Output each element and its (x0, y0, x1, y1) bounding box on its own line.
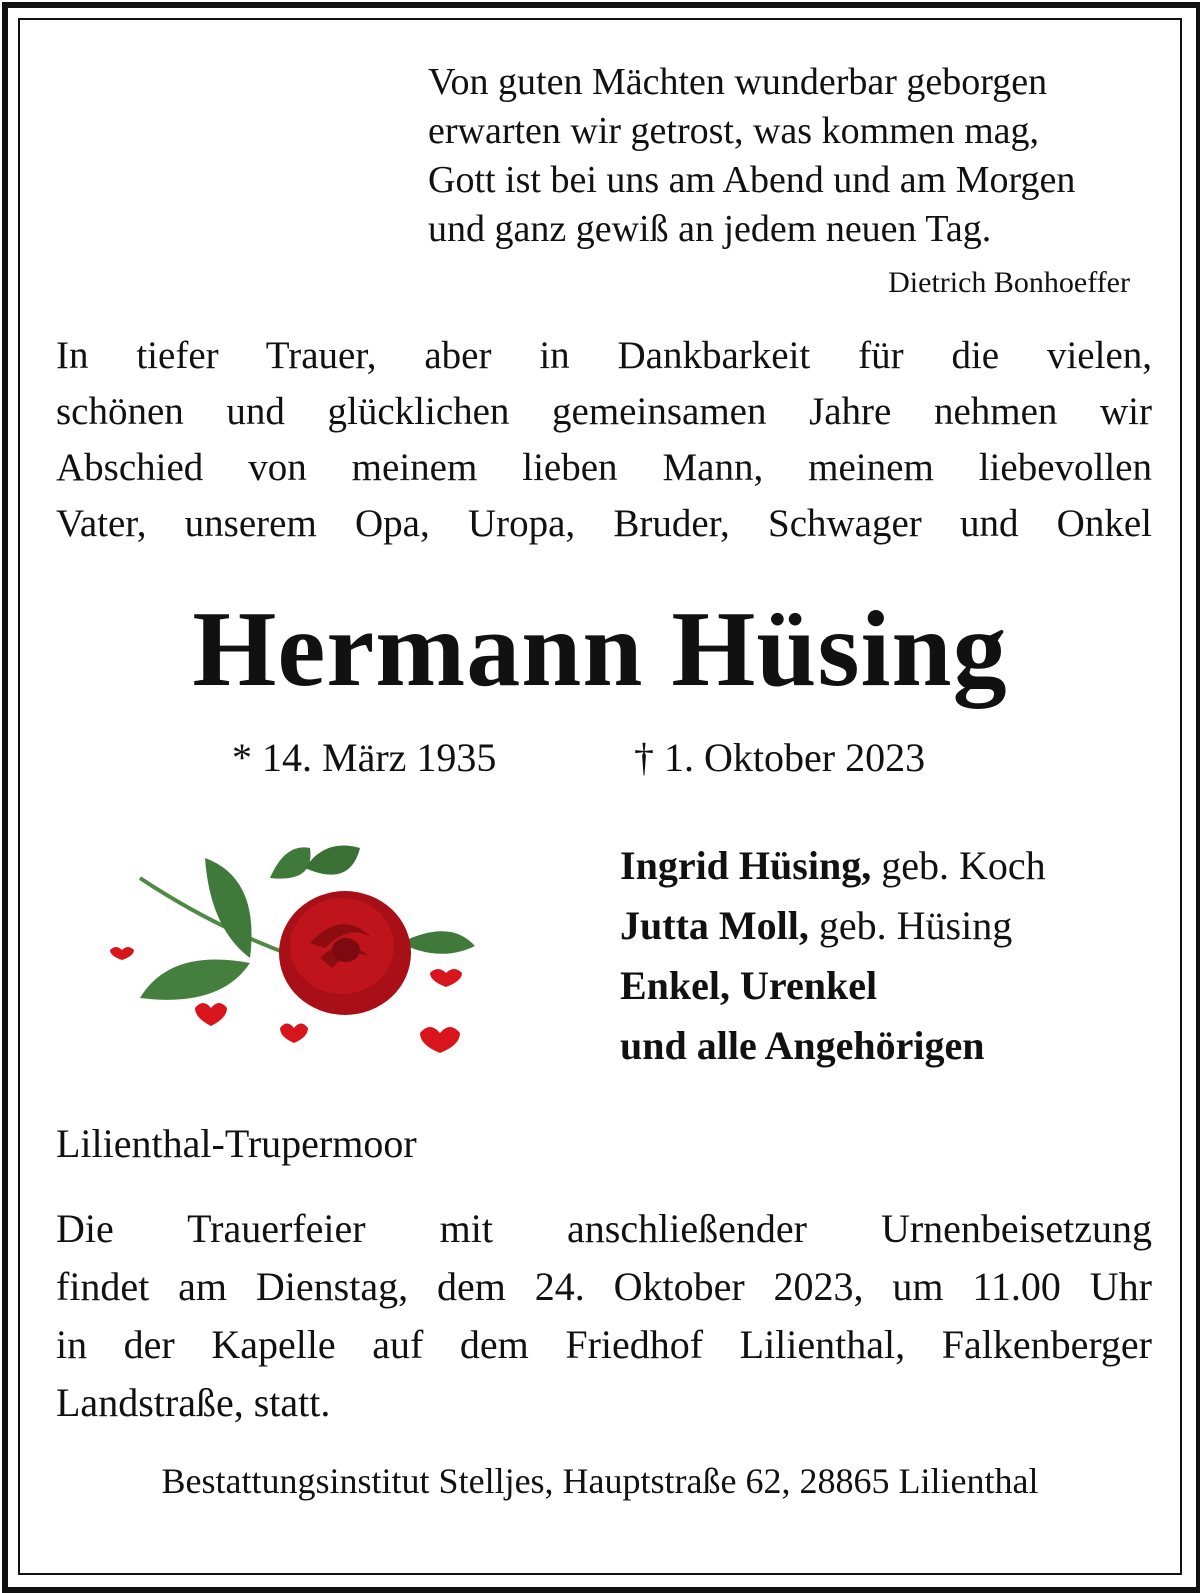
intro-line: In tiefer Trauer, aber in Dankbarkeit für die vielen, (56, 334, 1152, 377)
service-line: findet am Dienstag, dem 24. Oktober 2023, um 11.00 Uhr (56, 1264, 1152, 1309)
death-date: † 1. Oktober 2023 (634, 735, 926, 780)
service-line: Landstraße, statt. (56, 1380, 331, 1425)
service-line: in der Kapelle auf dem Friedhof Lilienthal, Falkenberger (56, 1322, 1152, 1367)
intro-line: Abschied von meinem lieben Mann, meinem liebevollen (56, 446, 1152, 489)
service-notice (56, 1200, 1152, 1432)
intro-line: schönen und glücklichen gemeinsamen Jahre nehmen wir (56, 390, 1152, 433)
mourner-line: Jutta Moll, geb. Hüsing (620, 903, 1013, 948)
quote-author: Dietrich Bonhoeffer (888, 266, 1130, 299)
mourner-line: Enkel, Urenkel (620, 963, 878, 1008)
birth-date: * 14. März 1935 (232, 735, 497, 780)
mourner-line: Ingrid Hüsing, geb. Koch (620, 843, 1046, 888)
place-of-residence: Lilienthal-Trupermoor (56, 1121, 417, 1166)
bonhoeffer-quote (428, 58, 1075, 254)
mourner-line: und alle Angehörigen (620, 1023, 985, 1068)
quote-line: Von guten Mächten wunderbar geborgen (428, 61, 1048, 103)
intro-line: Vater, unserem Opa, Uropa, Bruder, Schwager und Onkel (56, 502, 1152, 545)
service-line: Die Trauerfeier mit anschließender Urnenbeisetzung (56, 1206, 1152, 1251)
undertaker-address: Bestattungsinstitut Stelljes, Hauptstraße 62, 28865 Lilienthal (161, 1461, 1039, 1501)
rose-image (110, 838, 485, 1063)
mourners-list (620, 836, 1046, 1076)
intro-text (56, 328, 1152, 552)
quote-line: erwarten wir getrost, was kommen mag, (428, 110, 1039, 152)
quote-line: und ganz gewiß an jedem neuen Tag. (428, 208, 992, 250)
quote-line: Gott ist bei uns am Abend und am Morgen (428, 159, 1076, 201)
deceased-name: Hermann Hüsing (192, 590, 1008, 709)
